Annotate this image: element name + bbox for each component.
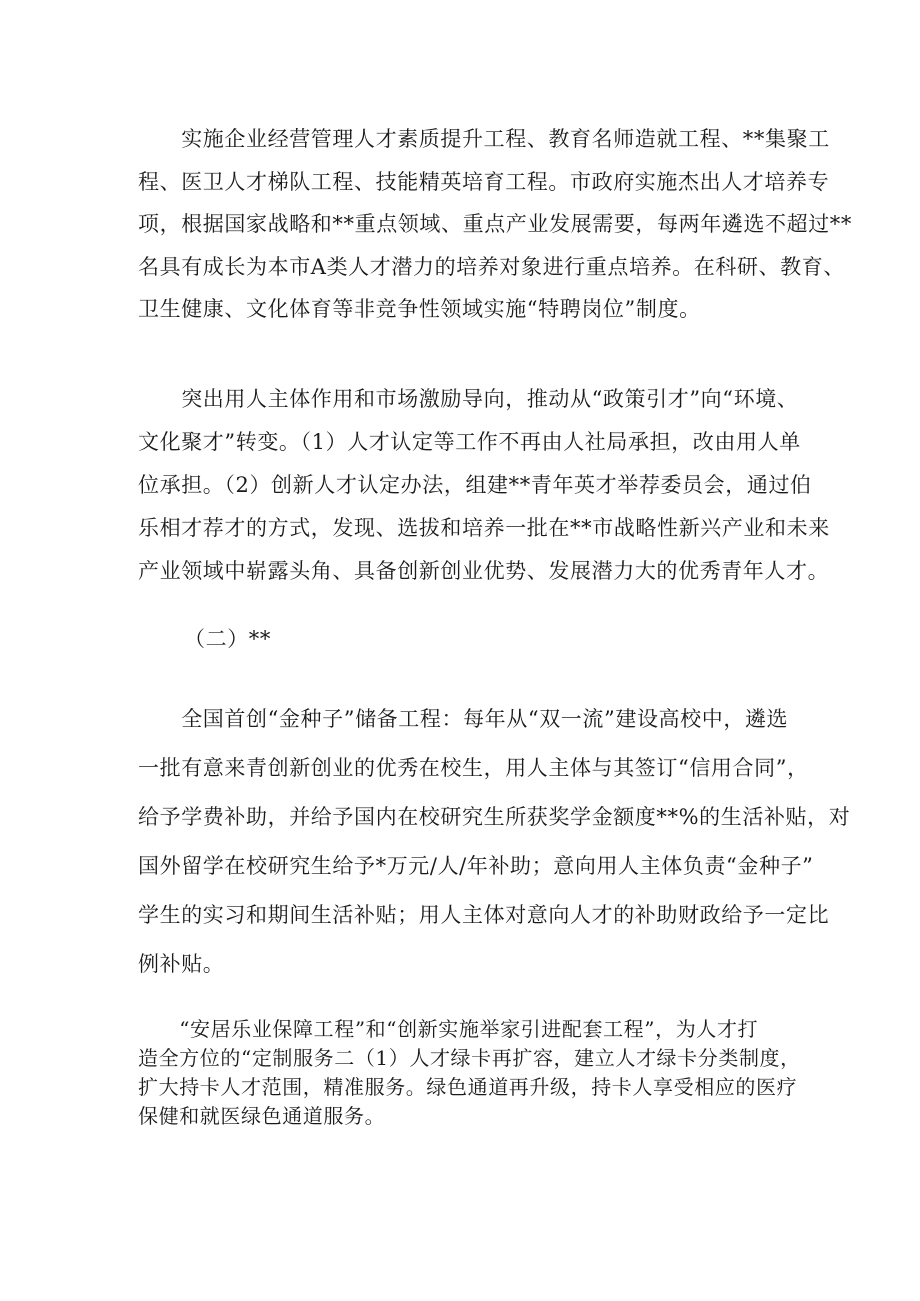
text-line: 程、医卫人才梯队工程、技能精英培育工程。市政府实施杰出人才培养专 (138, 169, 830, 194)
text-line: 项，根据国家战略和**重点领域、重点产业发展需要，每两年遴选不超过** (138, 212, 852, 236)
text-line: 学生的实习和期间生活补贴；用人主体对意向人才的补助财政给予一定比 (138, 903, 830, 927)
text-line: 产业领域中崭露头角、具备创新创业优势、发展潜力大的优秀青年人才。 (138, 559, 830, 583)
text-line: 给予学费补助，并给予国内在校研究生所获奖学金额度**%的生活补贴，对 (138, 805, 851, 829)
text-line: 国外留学在校研究生给予*万元/人/年补助；意向用人主体负责“金种子” (138, 854, 814, 878)
text-line: 乐相才荐才的方式，发现、选拔和培养一批在**市战略性新兴产业和未来 (138, 516, 830, 540)
paragraph-housing-services (138, 1015, 801, 1131)
section-heading-text: （二）** (184, 627, 271, 651)
text-line: 造全方位的“定制服务二（1）人才绿卡再扩容，建立人才绿卡分类制度， (138, 1046, 801, 1070)
text-line: 名具有成长为本市A类人才潜力的培养对象进行重点培养。在科研、教育、 (138, 254, 845, 279)
text-line: 例补贴。 (138, 952, 225, 976)
text-line: 扩大持卡人才范围，精准服务。绿色通道再升级，持卡人享受相应的医疗 (138, 1075, 798, 1099)
text-line: 位承担。（2）创新人才认定办法，组建**青年英才举荐委员会，通过伯 (138, 473, 812, 497)
section-heading (184, 618, 844, 660)
paragraph-golden-seed (138, 695, 851, 989)
text-line: 全国首创“金种子”储备工程：每年从“双一流”建设高校中，遴选 (138, 707, 789, 731)
text-line: 实施企业经营管理人才素质提升工程、教育名师造就工程、**集聚工 (138, 127, 830, 151)
text-line: “安居乐业保障工程”和“创新实施举家引进配套工程”，为人才打 (138, 1017, 759, 1041)
paragraph-employer-role (138, 378, 830, 593)
paragraph-talent-engineering (138, 118, 852, 331)
text-line: 突出用人主体作用和市场激励导向，推动从“政策引才”向“环境、 (138, 387, 799, 411)
text-line: 一批有意来青创新创业的优秀在校生，用人主体与其签订“信用合同”， (138, 756, 809, 780)
text-line: 保健和就医绿色通道服务。 (138, 1104, 386, 1128)
text-line: 文化聚才”转变。（1）人才认定等工作不再由人社局承担，改由用人单 (138, 430, 801, 454)
text-line: 卫生健康、文化体育等非竞争性领域实施“特聘岗位”制度。 (138, 297, 701, 321)
